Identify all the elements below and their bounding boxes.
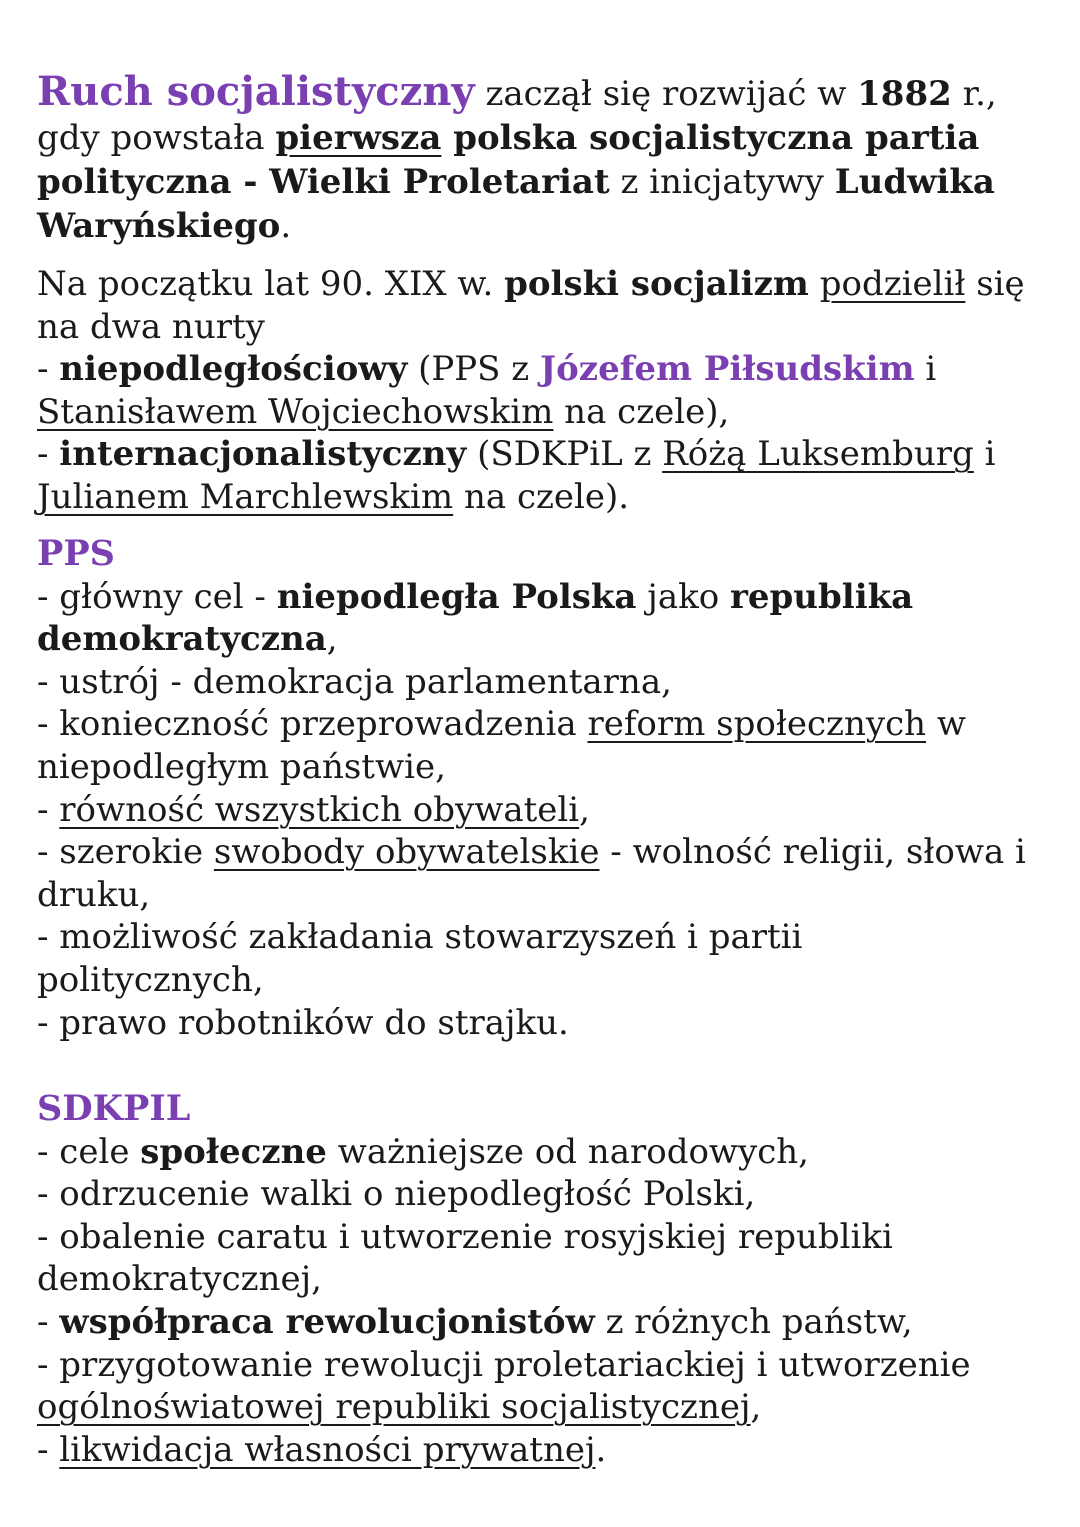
pps-item: niepodległym państwie, xyxy=(37,746,446,787)
pps-section xyxy=(37,533,1057,1044)
pps-item: - możliwość zakładania stowarzyszeń i partii xyxy=(37,917,803,958)
person-name: Waryńskiego xyxy=(37,206,281,246)
text: zaczął się rozwijać w xyxy=(474,74,858,114)
person-name: Julianem Marchlewskim xyxy=(37,476,454,517)
pps-item xyxy=(37,618,1057,661)
sdkpil-section xyxy=(37,1088,1057,1471)
person-name: Józefem Piłsudskim xyxy=(540,349,915,390)
pps-item xyxy=(37,576,1057,619)
intro-line xyxy=(37,70,1057,116)
sdkpil-item: - obalenie caratu i utworzenie rosyjskiej republiki xyxy=(37,1216,893,1257)
text: - xyxy=(37,789,60,830)
text: - szerokie xyxy=(37,832,214,873)
intro-line xyxy=(37,204,1057,248)
pps-item: druku, xyxy=(37,874,151,915)
sdkpil-item xyxy=(37,1131,1057,1174)
text: . xyxy=(595,1429,607,1470)
split-paragraph xyxy=(37,263,1057,519)
text: z inicjatywy xyxy=(609,162,835,202)
intro-line xyxy=(37,160,1057,204)
text: i xyxy=(914,349,937,390)
pps-item xyxy=(37,831,1057,874)
split-line xyxy=(37,348,1057,391)
intro-line xyxy=(37,116,1057,160)
pps-item: - prawo robotników do strajku. xyxy=(37,1002,569,1043)
keyword: współpraca rewolucjonistów xyxy=(59,1301,595,1342)
text: - wolność religii, słowa i xyxy=(599,832,1026,873)
pps-item: - ustrój - demokracja parlamentarna, xyxy=(37,661,672,702)
keyword: demokratyczna xyxy=(37,619,327,660)
text: - xyxy=(37,1301,60,1342)
text: na dwa nurty xyxy=(37,306,265,347)
sdkpil-item: - przygotowanie rewolucji proletariackiej i utworzenie xyxy=(37,1344,971,1385)
main-title: Ruch socjalistyczny xyxy=(37,68,475,115)
stream-name: internacjonalistyczny xyxy=(59,434,467,475)
sdkpil-item: demokratycznej, xyxy=(37,1259,322,1300)
text: , xyxy=(579,789,590,830)
year: 1882 xyxy=(857,74,952,114)
text: gdy powstała xyxy=(37,118,276,158)
keyword: polski socjalizm xyxy=(504,264,809,304)
intro-paragraph xyxy=(37,70,1057,248)
sdkpil-item xyxy=(37,1301,1057,1344)
sdkpil-item: - odrzucenie walki o niepodległość Polski, xyxy=(37,1174,756,1215)
keyword: reform społecznych xyxy=(587,704,927,745)
text: ważniejsze od narodowych, xyxy=(326,1131,809,1172)
stream-name: niepodległościowy xyxy=(59,349,408,390)
keyword: likwidacja własności prywatnej xyxy=(59,1429,596,1470)
text: na czele), xyxy=(553,391,730,432)
text: r., xyxy=(951,74,997,114)
text: i xyxy=(973,434,996,475)
text: się xyxy=(965,264,1025,304)
pps-heading: PPS xyxy=(37,533,115,574)
keyword: ogólnoświatowej republiki socjalistycznej xyxy=(37,1387,751,1428)
text: - xyxy=(37,1429,60,1470)
text: na czele). xyxy=(453,476,630,517)
dash: - xyxy=(37,434,60,475)
text: z różnych państw, xyxy=(594,1301,913,1342)
dash: - xyxy=(37,349,60,390)
text: (SDKPiL z xyxy=(466,434,663,475)
pps-item xyxy=(37,789,1057,832)
keyword: republika xyxy=(729,576,914,617)
split-line xyxy=(37,433,1057,476)
split-line xyxy=(37,391,1057,434)
keyword-first: pierwsza xyxy=(275,118,442,158)
text: , xyxy=(326,619,338,660)
text: (PPS z xyxy=(407,349,540,390)
sdkpil-item xyxy=(37,1386,1057,1429)
text: - cele xyxy=(37,1131,141,1172)
pps-item xyxy=(37,703,1057,746)
text: , xyxy=(750,1387,762,1428)
person-name: Stanisławem Wojciechowskim xyxy=(37,391,554,432)
sdkpil-heading: SDKPIL xyxy=(37,1088,191,1129)
person-name: Ludwika xyxy=(834,162,995,202)
text xyxy=(809,264,820,304)
split-line xyxy=(37,476,1057,519)
text: w xyxy=(926,704,966,745)
text: . xyxy=(280,206,292,246)
person-name: Różą Luksemburg xyxy=(662,434,974,475)
keyword: społeczne xyxy=(140,1131,327,1172)
pps-item: politycznych, xyxy=(37,959,264,1000)
party-name: polska socjalistyczna partia xyxy=(441,118,980,158)
party-name: polityczna - Wielki Proletariat xyxy=(37,162,610,202)
keyword: swobody obywatelskie xyxy=(213,832,600,873)
split-line xyxy=(37,306,1057,349)
keyword: niepodległa Polska xyxy=(276,576,637,617)
text: jako xyxy=(636,576,730,617)
sdkpil-item xyxy=(37,1429,1057,1472)
text: - główny cel - xyxy=(37,576,277,617)
text: - konieczność przeprowadzenia xyxy=(37,704,588,745)
keyword-split: podzielił xyxy=(819,264,966,304)
split-line xyxy=(37,263,1057,306)
text: Na początku lat 90. XIX w. xyxy=(37,264,505,304)
keyword: równość wszystkich obywateli xyxy=(59,789,580,830)
